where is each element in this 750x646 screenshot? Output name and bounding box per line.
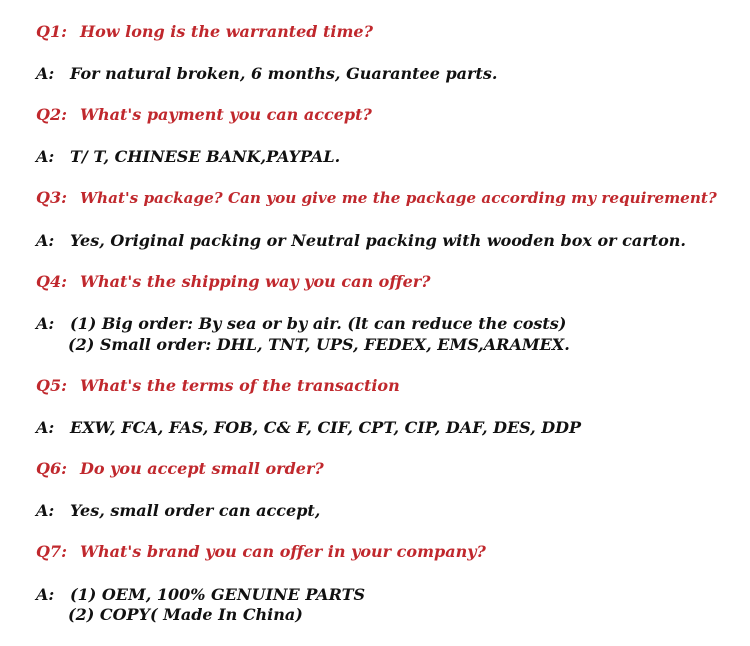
answer-2 [36, 147, 340, 167]
question-label: Q1: [36, 22, 67, 41]
answer-label: A: [36, 64, 55, 83]
question-label: Q6: [36, 459, 67, 478]
answer-label: A: [36, 231, 55, 250]
answer-text: (1) OEM, 100% GENUINE PARTS [70, 585, 366, 604]
answer-text: EXW, FCA, FAS, FOB, C& F, CIF, CPT, CIP, DAF, DES, DDP [70, 418, 582, 437]
answer-label: A: [36, 147, 55, 166]
question-text: What's brand you can offer in your company? [80, 542, 486, 561]
answer-label: A: [36, 501, 55, 520]
question-1 [36, 22, 373, 42]
answer-text: (1) Big order: By sea or by air. (lt can reduce the costs) [70, 314, 567, 333]
question-text: What's package? Can you give me the package according my requirement? [80, 189, 717, 207]
question-5 [36, 376, 400, 396]
answer-label: A: [36, 314, 55, 333]
question-3 [36, 188, 717, 208]
question-text: What's the shipping way you can offer? [80, 272, 431, 291]
answer-3 [36, 231, 686, 251]
answer-5 [36, 418, 581, 438]
answer-label: A: [36, 585, 55, 604]
question-label: Q3: [36, 188, 67, 207]
question-label: Q5: [36, 376, 67, 395]
question-7 [36, 542, 486, 562]
answer-4-line-2: (2) Small order: DHL, TNT, UPS, FEDEX, EMS,ARAMEX. [68, 335, 570, 354]
answer-label: A: [36, 418, 55, 437]
question-2 [36, 105, 372, 125]
question-label: Q7: [36, 542, 67, 561]
answer-7-line-2: (2) COPY( Made In China) [68, 605, 303, 624]
answer-7 [36, 585, 365, 605]
answer-text: Yes, small order can accept, [70, 501, 321, 520]
question-label: Q4: [36, 272, 67, 291]
question-6 [36, 459, 324, 479]
question-label: Q2: [36, 105, 67, 124]
question-text: What's the terms of the transaction [80, 376, 400, 395]
question-4 [36, 272, 431, 292]
answer-text: Yes, Original packing or Neutral packing with wooden box or carton. [70, 231, 686, 250]
question-text: What's payment you can accept? [80, 105, 372, 124]
answer-6 [36, 501, 320, 521]
answer-1 [36, 64, 497, 84]
question-text: Do you accept small order? [80, 459, 324, 478]
answer-4 [36, 314, 566, 334]
answer-text: T/ T, CHINESE BANK,PAYPAL. [70, 147, 341, 166]
question-text: How long is the warranted time? [80, 22, 373, 41]
answer-text: For natural broken, 6 months, Guarantee parts. [70, 64, 498, 83]
